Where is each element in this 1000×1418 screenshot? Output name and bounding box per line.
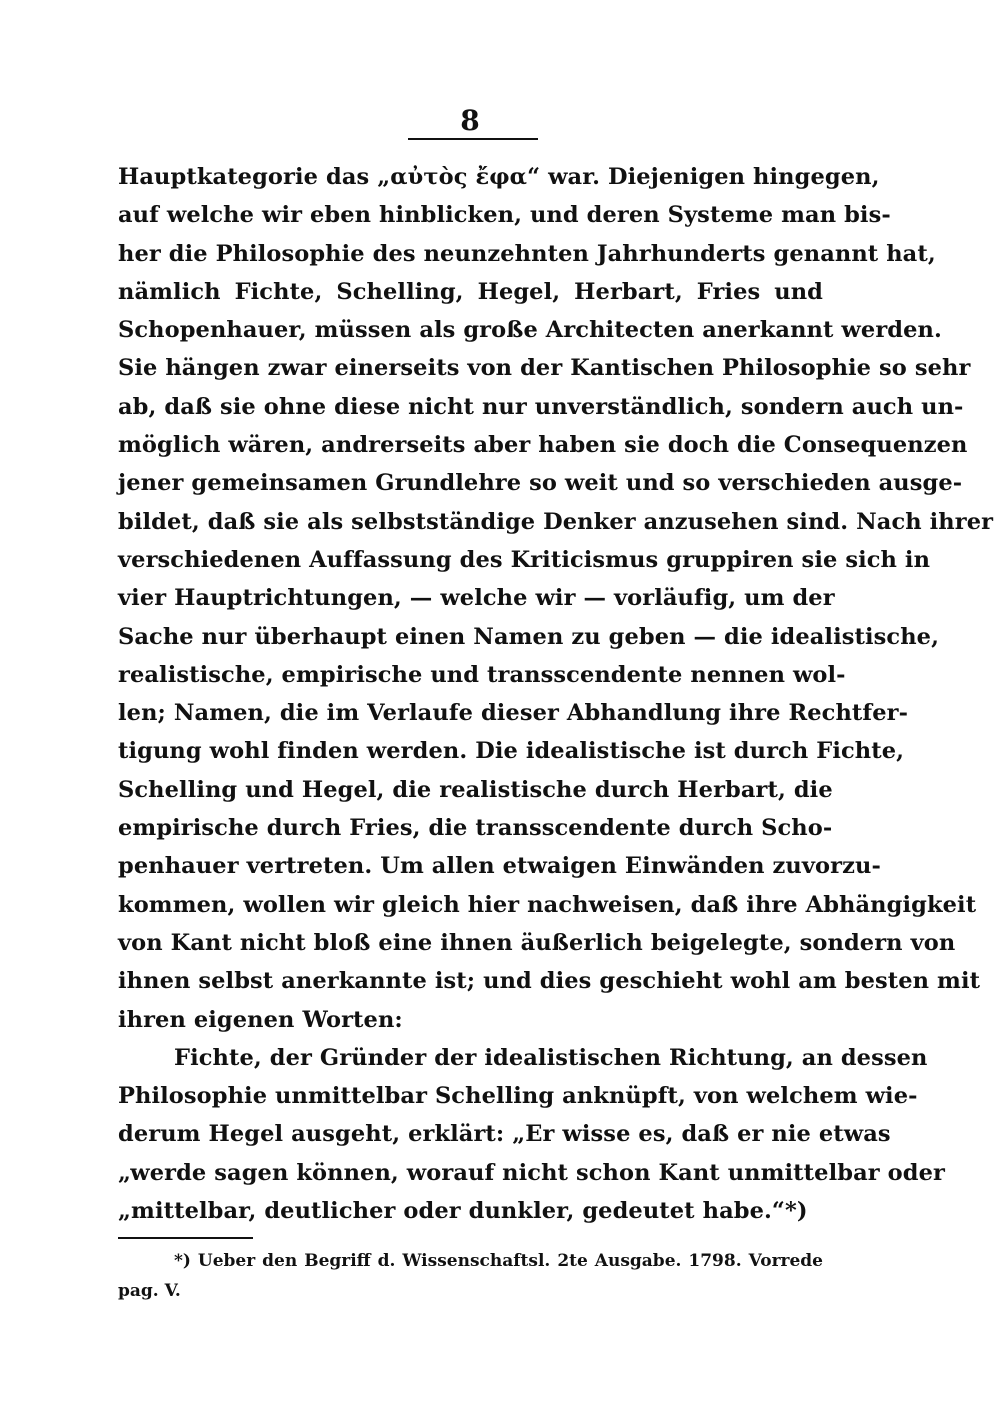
text-line: verschiedenen Auffassung des Kriticismus gruppiren sie sich in [118, 546, 931, 573]
text-line: kommen, wollen wir gleich hier nachweisen, daß ihre Abhängigkeit [118, 891, 977, 918]
text-line: ab, daß sie ohne diese nicht nur unverständlich, sondern auch un- [118, 393, 964, 420]
text-line: Fichte, der Gründer der idealistischen Richtung, an dessen [174, 1044, 928, 1071]
text-line: Philosophie unmittelbar Schelling anknüpft, von welchem wie- [118, 1083, 918, 1110]
text-line: ihnen selbst anerkannte ist; und dies geschieht wohl am besten mit [118, 968, 981, 995]
header-rule [408, 138, 538, 140]
text-line: Hauptkategorie das „αὐτὸς ἔφα“ war. Diejenigen hingegen, [118, 164, 880, 190]
text-line: „mittelbar, deutlicher oder dunkler, gedeutet habe.“*) [118, 1198, 808, 1225]
text-line: jener gemeinsamen Grundlehre so weit und so verschieden ausge- [118, 470, 963, 497]
text-line: len; Namen, die im Verlaufe dieser Abhandlung ihre Rechtfer- [118, 700, 909, 727]
page-number: 8 [460, 104, 480, 137]
text-line: bildet, daß sie als selbstständige Denker anzusehen sind. Nach ihrer [118, 508, 994, 535]
body-text [118, 158, 994, 1230]
text-line: vier Hauptrichtungen, — welche wir — vorläufig, um der [118, 585, 835, 612]
text-line: realistische, empirische und transscendente nennen wol- [118, 661, 846, 688]
text-line: nämlich Fichte, Schelling, Hegel, Herbart, Fries und [118, 278, 823, 305]
text-line: derum Hegel ausgeht, erklärt: „Er wisse es, daß er nie etwas [118, 1121, 891, 1148]
text-line: penhauer vertreten. Um allen etwaigen Einwänden zuvorzu- [118, 853, 881, 880]
text-line: empirische durch Fries, die transscendente durch Scho- [118, 815, 833, 842]
text-line: möglich wären, andrerseits aber haben sie doch die Consequenzen [118, 432, 968, 459]
text-line: Sie hängen zwar einerseits von der Kantischen Philosophie so sehr [118, 355, 971, 382]
text-line: Sache nur überhaupt einen Namen zu geben — die idealistische, [118, 623, 940, 650]
footnote-line: pag. V. [118, 1281, 181, 1301]
footnote-line: *) Ueber den Begriff d. Wissenschaftsl. 2te Ausgabe. 1798. Vorrede [174, 1251, 823, 1271]
text-line: tigung wohl finden werden. Die idealistische ist durch Fichte, [118, 738, 905, 765]
footnote-rule [118, 1237, 253, 1239]
text-line: auf welche wir eben hinblicken, und deren Systeme man bis- [118, 202, 891, 229]
text-line: „werde sagen können, worauf nicht schon Kant unmittelbar oder [118, 1159, 945, 1186]
footnote [118, 1246, 823, 1306]
text-line: her die Philosophie des neunzehnten Jahrhunderts genannt hat, [118, 240, 936, 267]
text-line: ihren eigenen Worten: [118, 1006, 403, 1033]
text-line: Schopenhauer, müssen als große Architecten anerkannt werden. [118, 317, 942, 344]
text-line: von Kant nicht bloß eine ihnen äußerlich beigelegte, sondern von [118, 929, 956, 956]
text-line: Schelling und Hegel, die realistische durch Herbart, die [118, 776, 833, 803]
